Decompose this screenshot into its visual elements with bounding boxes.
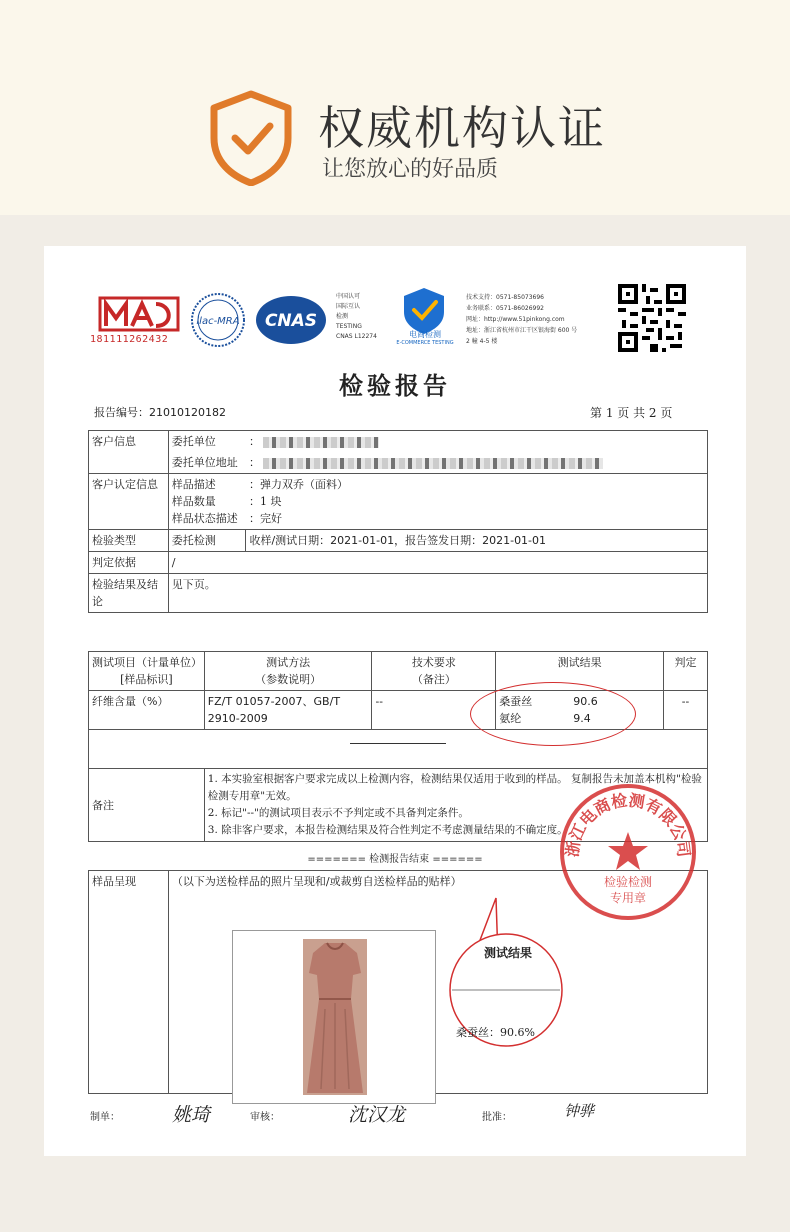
result-verdict: -- [664,691,708,730]
result-requirement: -- [372,691,496,730]
cnas-text: 中国认可 国际互认 检测 TESTING CNAS L12274 [336,293,377,340]
customer-row [89,431,708,453]
fiber-2-name: 氨纶 [499,712,522,725]
svg-text:专用章: 专用章 [609,891,647,905]
result-highlight-ellipse [470,682,636,746]
approver-signature: 钟骅 [564,1102,595,1120]
hero-title: 权威机构认证 [318,101,606,155]
sample-qty-value: 1 块 [259,495,282,508]
ecommerce-testing-label: 电商检测 E-COMMERCE TESTING [396,330,454,346]
cma-number: 181111262432 [90,334,169,345]
sample-caption: （以下为送检样品的照片呈现和/或裁剪自送检样品的贴样） [168,871,707,1094]
sample-desc-label: 样品描述 [171,478,216,491]
contact-info: 技术支持：0571-85073696 业务联系：0571-86026992 网址：http://www.51pinkong.com 地址：浙江省杭州市江干区银海街 600 号 2 幢 4-5 楼 [466,294,578,345]
test-type-value: 委托检测 [168,530,246,552]
fiber-1-value: 90.6 [573,695,598,708]
fiber-2-value: 9.4 [573,712,591,725]
basis-label: 判定依据 [89,552,169,574]
col-method-header: 测试方法 （参数说明） [204,652,372,691]
maker-signature: 姚琦 [172,1104,211,1126]
report-title: 检验报告 [339,371,451,400]
client-addr-value: ： [246,452,708,474]
sample-state-label: 样品状态描述 [171,512,238,525]
ilac-mra-logo [190,292,246,348]
basis-value: / [168,552,707,574]
notes-label: 备注 [89,769,205,842]
note-3: 3. 除非客户要求，本报告检测结果及符合性判定不考虑测量结果的不确定度。 [207,824,568,836]
result-method: FZ/T 01057-2007、GB/T 2910-2009 [204,691,372,730]
conclusion-value: 见下页。 [168,574,707,613]
divider [350,743,446,744]
col-result-header: 测试结果 [496,652,664,691]
svg-text:ilac-MRA: ilac-MRA [196,316,240,327]
client-unit-value: ： [246,431,708,453]
svg-text:浙江电商检测有限公司: 浙江电商检测有限公司 [562,790,694,859]
shield-check-icon [208,90,294,186]
maker-label: 制单： [90,1112,120,1123]
test-type-label: 检验类型 [89,530,169,552]
redacted-client-address [263,458,603,469]
customer-label: 客户信息 [89,431,169,474]
client-addr-label: 委托单位地址 [168,452,246,474]
cnas-logo [254,294,328,346]
svg-text:检验检测: 检验检测 [603,875,653,889]
sample-state-value: 完好 [259,512,282,525]
conclusion-row [89,574,708,613]
report-number: 报告编号：21010120182 [94,406,226,419]
confirm-row: 客户认定信息 样品描述 样品数量 样品状态描述 ：弹力双乔（面料） ：1 块 ：完好 [89,474,708,530]
fiber-1-name: 桑蚕丝 [499,695,533,708]
note-1: 1. 本实验室根据客户要求完成以上检测内容，检测结果仅适用于收到的样品。 复制报告未加盖本机构"检验检测专用章"无效。 [207,773,702,802]
svg-text:CNAS: CNAS [264,311,318,331]
col-verdict-header: 判定 [664,652,708,691]
page-indicator: 第 1 页 共 2 页 [590,406,673,420]
sample-photo[interactable] [232,930,436,1104]
basis-row [89,552,708,574]
hero-subtitle: 让您放心的好品质 [322,157,499,182]
conclusion-label: 检验结果及结论 [89,574,169,613]
dress-image [303,939,367,1095]
qr-code[interactable] [618,284,686,352]
col-requirement-header: 技术要求 （备注） [372,652,496,691]
callout-title: 测试结果 [483,946,532,960]
hero-banner [0,0,790,215]
redacted-client-unit [263,437,379,448]
result-item: 纤维含量（%） [89,691,205,730]
note-2: 2. 标记"--"的测试项目表示不予判定或不具备判定条件。 [207,807,469,819]
sample-qty-label: 样品数量 [171,495,216,508]
official-seal-stamp [558,782,698,922]
results-header-row [89,652,708,691]
approver-label: 批准： [482,1112,512,1123]
test-type-row [89,530,708,552]
result-callout-bubble [448,910,566,1024]
report-sheet [44,246,746,1156]
sample-desc-value: 弹力双乔（面料） [259,478,348,491]
reviewer-signature: 沈汉龙 [348,1104,406,1126]
reviewer-label: 审核： [250,1112,280,1123]
col-item-header: 测试项目（计量单位） [样品标识] [89,652,205,691]
dates-value: 收样/测试日期：2021-01-01，报告签发日期：2021-01-01 [246,530,708,552]
confirm-label: 客户认定信息 [89,474,169,530]
info-table [88,430,708,613]
callout-body: 桑蚕丝：90.6% [456,1026,535,1039]
client-unit-label: 委托单位 [168,431,246,453]
sample-label: 样品呈现 [89,871,169,1094]
report-end-marker: ======= 检测报告结束 ====== [307,854,483,865]
